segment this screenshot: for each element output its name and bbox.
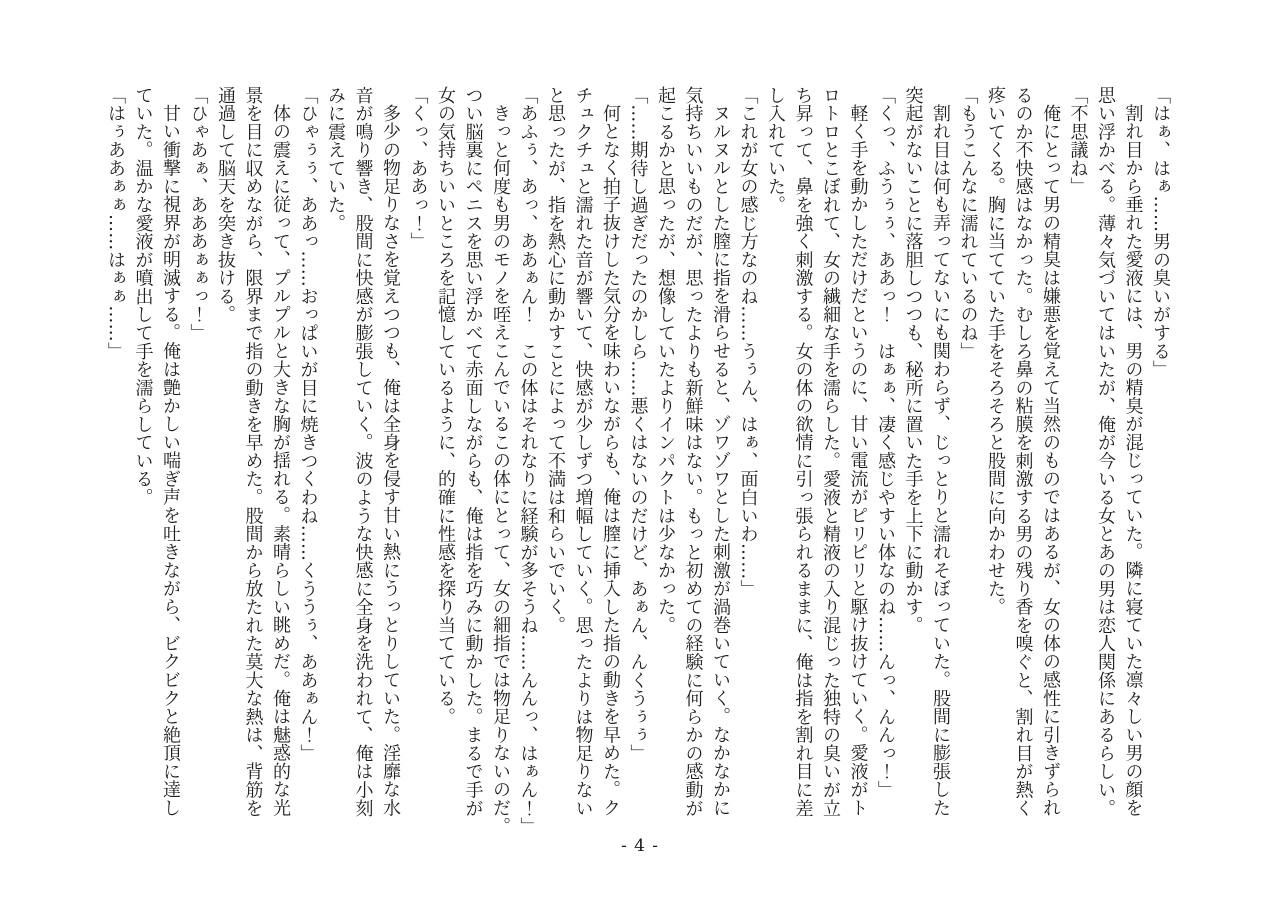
- text-column: 俺にとって男の精臭は嫌悪を覚えて当然のものではあるが、女の体の感性に引きずられ: [1040, 104, 1061, 818]
- text-column: 「ひゃぅぅ、ああっ……おっぱいが目に焼きつくわね……くううぅ、ああぁん！」: [297, 86, 319, 763]
- text-column: 多少の物足りなさを覚えつつも、俺は全身を侵す甘い熱にうっとりしていた。淫靡な水: [380, 104, 401, 818]
- text-column: 甘い衝撃に視界が明滅する。俺は艶かしい喘ぎ声を吐きながら、ビクビクと絶頂に達し: [160, 104, 181, 818]
- text-column: 「不思議ね」: [1067, 86, 1089, 196]
- text-column: 何となく拍子抜けした気分を味わいながらも、俺は膣に挿入した指の動きを早めた。ク: [600, 104, 621, 818]
- text-column: 「ひゃあぁ、あああぁぁっ！」: [187, 86, 209, 342]
- text-column: みに震えていた。: [325, 86, 346, 233]
- text-column: きっと何度も男のモノを咥えこんでいるこの体にとって、女の細指では物足りないのだ。: [490, 104, 511, 836]
- text-column: 突起がないことに落胆しつつも、秘所に置いた手を上下に動かす。: [902, 86, 924, 635]
- page-number: - 4 -: [620, 836, 660, 856]
- vertical-text-block: [102, 86, 1175, 836]
- text-column: と思ったが、指を熱心に動かすことによって不満は和らいでいく。: [545, 86, 566, 635]
- text-column: ロトロとこぼれて、女の繊細な手を濡らした。愛液と精液の入り混じった独特の臭いが立: [820, 86, 841, 818]
- text-column: 「くっ、ふうぅぅ、ああっ！ はぁぁ、凄く感じやすい体なのね……んっ、んんっ！」: [875, 86, 896, 799]
- text-column: 「もうこんなに濡れているのね」: [957, 86, 979, 361]
- text-column: ていた。温かな愛液が噴出して手を濡らしている。: [132, 86, 154, 507]
- text-column: 景を目に収めながら、限界まで指の動きを早めた。股間から放たれた莫大な熱は、背筋を: [242, 86, 264, 818]
- text-column: 「はぁ、はぁ……男の臭いがする」: [1150, 86, 1171, 379]
- text-column: ヌルヌルとした膣に指を滑らせると、ゾワゾワとした刺激が渦巻いていく。なかなかに: [710, 104, 731, 818]
- text-column: つい脳裏にペニスを思い浮かべて赤面しながらも、俺は指を巧みに動かした。まるで手が: [462, 86, 484, 818]
- text-column: 疼いてくる。胸に当てていた手をそろそろと股間に向かわせた。: [985, 86, 1006, 617]
- text-column: し入れていた。: [765, 86, 786, 214]
- text-column: 女の気持ちいいところを記憶しているように、的確に性感を探り当てている。: [435, 86, 456, 726]
- text-column: 軽く手を動かしただけだというのに、甘い電流がピリピリと駆け抜けていく。愛液がト: [847, 104, 869, 818]
- text-column: 通過して脳天を突き抜ける。: [215, 86, 236, 324]
- text-column: 「くっ、ああっ！」: [407, 86, 429, 251]
- text-column: 「はぅああぁぁ……はぁぁ……」: [105, 86, 126, 361]
- text-column: チュクチュと濡れた音が響いて、快感が少しずつ増幅していく。思ったよりは物足りない: [572, 86, 594, 818]
- text-column: 音が鳴り響き、股間に快感が膨張していく。波のような快感に全身を洗われて、俺は小刻: [352, 86, 374, 818]
- text-column: 「あふぅ、あっ、ああぁん！ この体はそれなりに経験が多そうね……んんっ、はぁん！」: [517, 86, 539, 836]
- text-column: るのか不快感はなかった。むしろ鼻の粘膜を刺激する男の残り香を嗅ぐと、割れ目が熱く: [1012, 86, 1034, 818]
- text-column: 「……期待し過ぎだったのかしら……悪くはないのだけど、あぁん、んくうぅぅ」: [627, 86, 649, 763]
- text-column: ち昇って、鼻を強く刺激する。女の体の欲情に引っ張られるままに、俺は指を割れ目に差: [792, 86, 814, 818]
- text-column: 思い浮かべる。薄々気づいてはいたが、俺が今いる女とあの男は恋人関係にあるらしい。: [1095, 86, 1116, 818]
- text-column: 体の震えに従って、プルプルと大きな胸が揺れる。素晴らしい眺めだ。俺は魅惑的な光: [270, 104, 291, 818]
- text-column: 「これが女の感じ方なのね……うぅん、はぁ、面白いわ……」: [737, 86, 759, 598]
- text-column: 起こるかと思ったが、想像していたよりインパクトは少なかった。: [655, 86, 676, 635]
- text-column: 割れ目から垂れた愛液には、男の精臭が混じっていた。隣に寝ていた凛々しい男の顔を: [1122, 104, 1144, 818]
- text-column: 割れ目は何も弄ってないにも関わらず、じっとりと濡れそぼっていた。股間に膨張した: [930, 104, 951, 818]
- text-column: 気持ちいいものだが、思ったよりも新鮮味はない。もっと初めての経験に何らかの感動が: [682, 86, 704, 818]
